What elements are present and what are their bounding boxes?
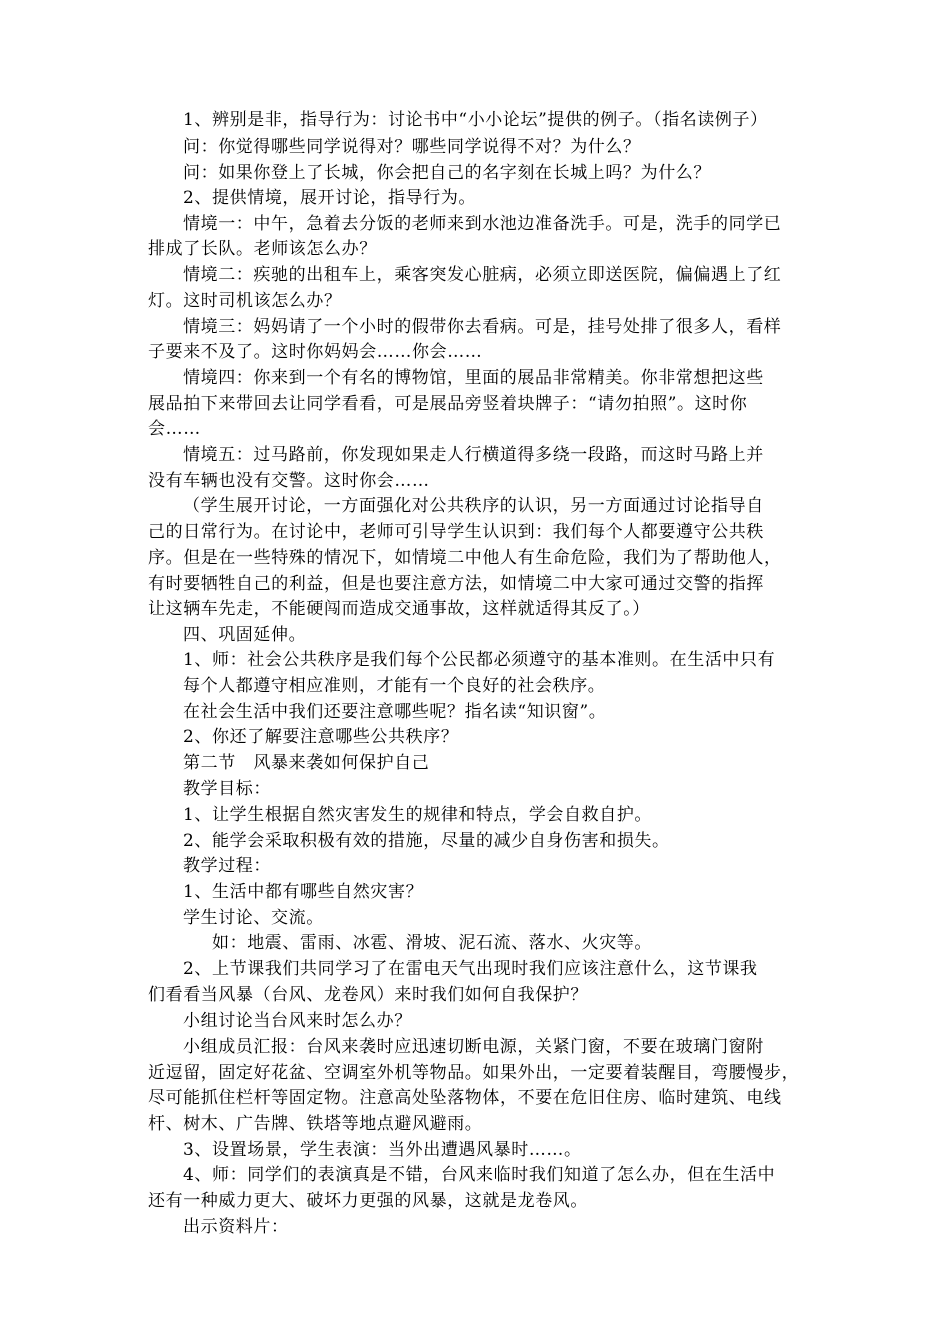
text-line: 展品拍下来带回去让同学看看，可是展品旁竖着块牌子：“请勿拍照”。这时你	[148, 394, 748, 414]
text-line: 情境一：中午，急着去分饭的老师来到水池边准备洗手。可是，洗手的同学已	[183, 214, 782, 234]
text-line: 情境五：过马路前，你发现如果走人行横道得多绕一段路，而这时马路上并	[183, 445, 764, 465]
text-line: 杆、树木、广告牌、铁塔等地点避风避雨。	[148, 1114, 483, 1134]
text-line: 在社会生活中我们还要注意哪些呢？指名读“知识窗”。	[183, 702, 607, 722]
text-line: 3、设置场景，学生表演：当外出遭遇风暴时……。	[183, 1140, 582, 1160]
text-line: 2、能学会采取积极有效的措施，尽量的减少自身伤害和损失。	[183, 831, 670, 851]
text-line: 如：地震、雷雨、冰雹、滑坡、泥石流、落水、火灾等。	[212, 933, 652, 953]
text-line: 4、师：同学们的表演真是不错，台风来临时我们知道了怎么办，但在生活中	[183, 1165, 776, 1185]
text-line: 还有一种威力更大、破坏力更强的风暴，这就是龙卷风。	[148, 1191, 588, 1211]
text-line: 近逗留，固定好花盆、空调室外机等物品。如果外出，一定要着装醒目，弯腰慢步，	[148, 1063, 800, 1083]
text-line: 1、生活中都有哪些自然灾害？	[183, 882, 424, 902]
text-line: 们看看当风暴（台风、龙卷风）来时我们如何自我保护？	[148, 985, 588, 1005]
text-line: 情境四：你来到一个有名的博物馆，里面的展品非常精美。你非常想把这些	[183, 368, 764, 388]
text-line: 会……	[148, 419, 201, 439]
text-line: 情境二：疾驰的出租车上，乘客突发心脏病，必须立即送医院，偏偏遇上了红	[183, 265, 782, 285]
text-line: 教学过程：	[183, 856, 271, 876]
text-line: 小组成员汇报：台风来袭时应迅速切断电源，关紧门窗，不要在玻璃门窗附	[183, 1037, 764, 1057]
text-line: 出示资料片：	[183, 1217, 289, 1237]
text-line: 问：如果你登上了长城，你会把自己的名字刻在长城上吗？为什么？	[183, 163, 711, 183]
text-line: 灯。这时司机该怎么办？	[148, 291, 342, 311]
text-line: 子要来不及了。这时你妈妈会……你会……	[148, 342, 483, 362]
text-line: 没有车辆也没有交警。这时你会……	[148, 471, 430, 491]
text-line: 1、师：社会公共秩序是我们每个公民都必须遵守的基本准则。在生活中只有	[183, 650, 776, 670]
text-line: 己的日常行为。在讨论中，老师可引导学生认识到：我们每个人都要遵守公共秩	[148, 522, 764, 542]
text-line: 1、让学生根据自然灾害发生的规律和特点，学会自救自护。	[183, 805, 653, 825]
text-line: 序。但是在一些特殊的情况下，如情境二中他人有生命危险，我们为了帮助他人，	[148, 548, 782, 568]
text-line: 2、上节课我们共同学习了在雷电天气出现时我们应该注意什么，这节课我	[183, 959, 758, 979]
text-line: 让这辆车先走，不能硬闯而造成交通事故，这样就适得其反了。）	[148, 599, 650, 619]
text-line: 四、巩固延伸。	[183, 625, 307, 645]
text-line: 第二节 风暴来袭如何保护自己	[183, 753, 430, 773]
text-line: 有时要牺牲自己的利益，但是也要注意方法，如情境二中大家可通过交警的指挥	[148, 574, 764, 594]
text-line: 2、提供情境，展开讨论，指导行为。	[183, 188, 477, 208]
text-line: 小组讨论当台风来时怎么办？	[183, 1011, 412, 1031]
text-line: 教学目标：	[183, 779, 271, 799]
text-line: 学生讨论、交流。	[183, 908, 324, 928]
text-line: 1、辨别是非，指导行为：讨论书中“小小论坛”提供的例子。（指名读例子）	[183, 110, 768, 130]
text-line: 每个人都遵守相应准则，才能有一个良好的社会秩序。	[183, 676, 606, 696]
text-line: 排成了长队。老师该怎么办？	[148, 239, 377, 259]
text-line: 问：你觉得哪些同学说得对？哪些同学说得不对？为什么？	[183, 137, 641, 157]
text-line: 2、你还了解要注意哪些公共秩序？	[183, 727, 459, 747]
text-line: （学生展开讨论，一方面强化对公共秩序的认识，另一方面通过讨论指导自	[183, 496, 764, 516]
text-line: 情境三：妈妈请了一个小时的假带你去看病。可是，挂号处排了很多人，看样	[183, 317, 782, 337]
text-line: 尽可能抓住栏杆等固定物。注意高处坠落物体，不要在危旧住房、临时建筑、电线	[148, 1088, 782, 1108]
